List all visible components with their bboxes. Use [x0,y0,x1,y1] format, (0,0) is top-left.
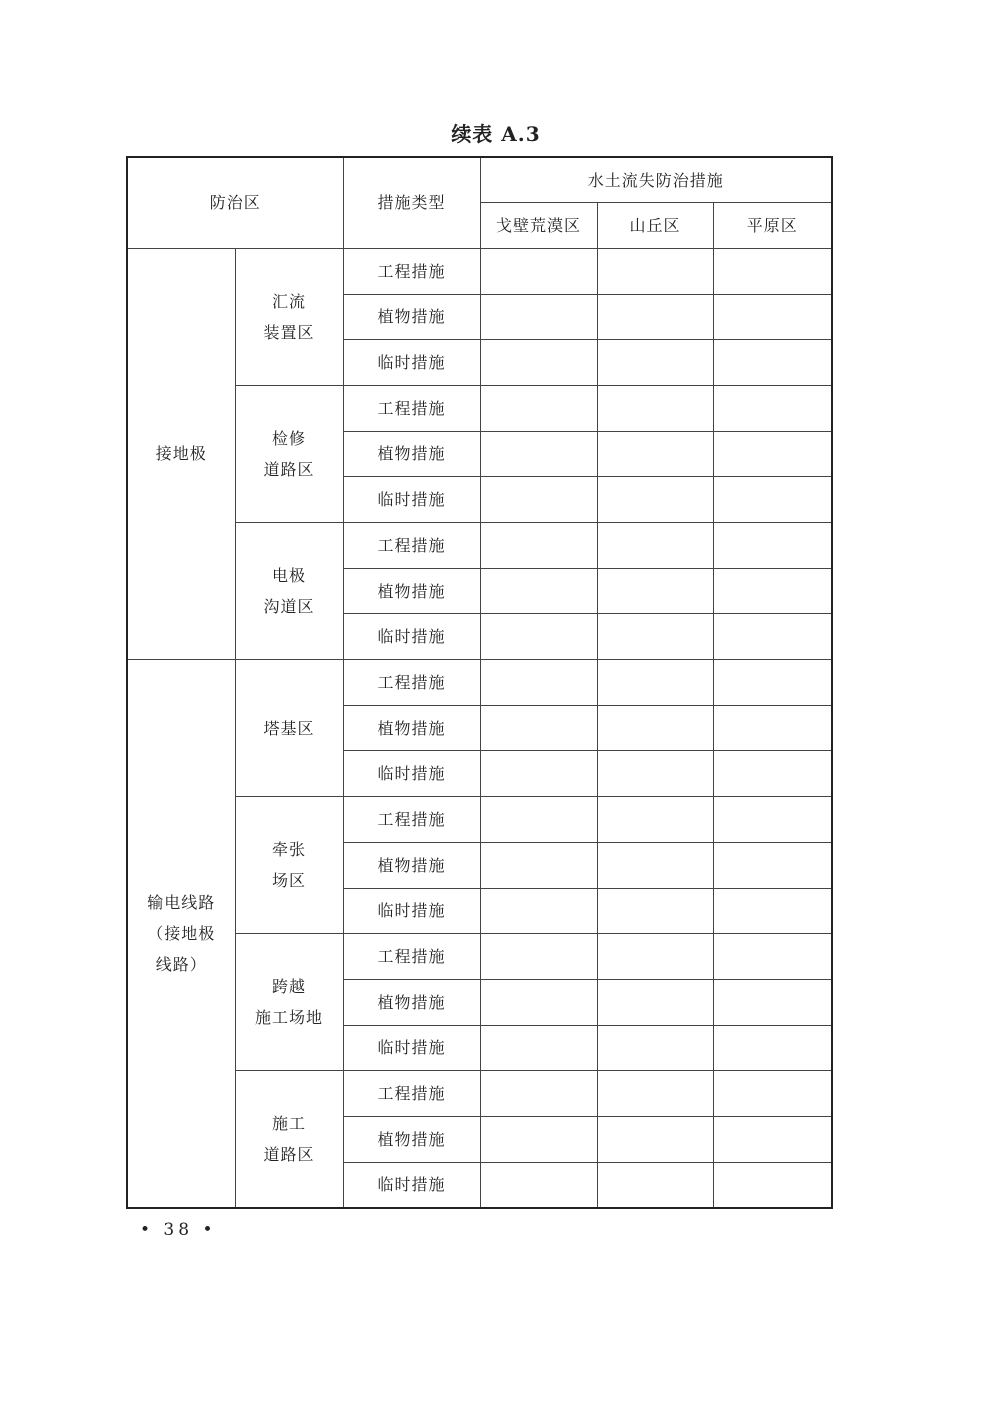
subzone-line: 施工场地 [255,1008,324,1028]
measure-cell: 植物措施 [343,294,480,340]
measure-cell: 工程措施 [343,797,480,843]
data-cell [597,294,713,340]
data-cell [597,614,713,660]
data-cell [713,1116,832,1162]
data-cell [597,842,713,888]
data-cell [480,660,597,706]
data-cell [480,385,597,431]
measure-cell: 植物措施 [343,431,480,477]
subzone-cell [235,248,343,385]
data-cell [597,340,713,386]
subzone-line: 检修 [272,428,307,448]
measure-cell: 临时措施 [343,477,480,523]
measure-cell: 临时措施 [343,751,480,797]
subzone-line: 电极 [272,566,307,586]
data-cell [597,568,713,614]
header-zone: 防治区 [127,157,343,248]
data-cell [713,294,832,340]
measure-cell: 植物措施 [343,842,480,888]
data-cell [713,568,832,614]
data-cell [480,568,597,614]
data-cell [480,979,597,1025]
data-cell [713,1071,832,1117]
data-cell [597,797,713,843]
measure-cell: 临时措施 [343,1025,480,1071]
measure-cell: 工程措施 [343,660,480,706]
subzone-cell [235,797,343,934]
data-cell [480,614,597,660]
subzone-line: 装置区 [263,322,315,342]
data-cell [713,385,832,431]
data-cell [597,934,713,980]
data-cell [597,660,713,706]
subzone-line: 施工 [272,1114,307,1134]
subzone-line: 沟道区 [263,597,315,617]
data-cell [713,934,832,980]
measure-cell: 临时措施 [343,614,480,660]
header-gobi-desert: 戈壁荒漠区 [480,203,597,249]
data-cell [480,340,597,386]
data-cell [713,660,832,706]
data-cell [480,842,597,888]
subzone-cell [235,523,343,660]
data-cell [480,1025,597,1071]
data-cell [597,1071,713,1117]
measure-cell: 工程措施 [343,385,480,431]
measure-cell: 临时措施 [343,340,480,386]
subzone-line: 道路区 [263,1145,315,1165]
zone-transmission-line [127,660,235,1208]
data-cell [480,888,597,934]
measure-cell: 工程措施 [343,523,480,569]
data-cell [713,431,832,477]
measure-cell: 临时措施 [343,888,480,934]
data-cell [713,248,832,294]
zone-ground-electrode: 接地极 [127,248,235,659]
measure-cell: 植物措施 [343,1116,480,1162]
data-cell [480,751,597,797]
header-hilly: 山丘区 [597,203,713,249]
data-cell [480,477,597,523]
table-row [127,248,832,294]
data-cell [480,1071,597,1117]
subzone-line: 汇流 [272,291,307,311]
measure-cell: 植物措施 [343,705,480,751]
data-cell [597,751,713,797]
data-cell [713,888,832,934]
subzone-line: 场区 [272,871,307,891]
measure-cell: 植物措施 [343,568,480,614]
data-cell [597,477,713,523]
header-measure-type: 措施类型 [343,157,480,248]
data-cell [597,385,713,431]
table-row [127,660,832,706]
subzone-cell [235,1071,343,1208]
subzone-cell [235,385,343,522]
data-cell [480,248,597,294]
data-cell [597,888,713,934]
page-number: • 38 • [140,1220,217,1240]
data-cell [597,1162,713,1208]
data-cell [713,614,832,660]
measure-cell: 工程措施 [343,1071,480,1117]
data-cell [597,248,713,294]
data-cell [480,523,597,569]
prevention-table [126,156,833,1209]
data-cell [480,431,597,477]
subzone-line: 塔基区 [263,718,315,738]
zone-line: 线路） [155,954,207,974]
data-cell [713,979,832,1025]
data-cell [597,705,713,751]
data-cell [713,1025,832,1071]
data-cell [597,1116,713,1162]
data-cell [713,797,832,843]
data-cell [597,979,713,1025]
data-cell [713,842,832,888]
data-cell [713,340,832,386]
measure-cell: 工程措施 [343,934,480,980]
subzone-line: 牵张 [272,840,307,860]
subzone-cell [235,660,343,797]
data-cell [713,477,832,523]
measure-cell: 工程措施 [343,248,480,294]
subzone-cell [235,934,343,1071]
data-cell [480,705,597,751]
data-cell [713,751,832,797]
subzone-line: 道路区 [263,459,315,479]
data-cell [597,523,713,569]
data-cell [480,1116,597,1162]
data-cell [713,705,832,751]
measure-cell: 植物措施 [343,979,480,1025]
data-cell [480,934,597,980]
data-cell [480,797,597,843]
zone-line: 输电线路 [147,892,216,912]
measure-cell: 临时措施 [343,1162,480,1208]
header-measures-group: 水土流失防治措施 [480,157,832,203]
data-cell [597,431,713,477]
data-cell [597,1025,713,1071]
data-cell [480,294,597,340]
subzone-line: 跨越 [272,977,307,997]
data-cell [713,1162,832,1208]
zone-line: （接地极 [147,923,216,943]
data-cell [713,523,832,569]
table-title: 续表 A.3 [451,122,541,146]
header-plain: 平原区 [713,203,832,249]
data-cell [480,1162,597,1208]
